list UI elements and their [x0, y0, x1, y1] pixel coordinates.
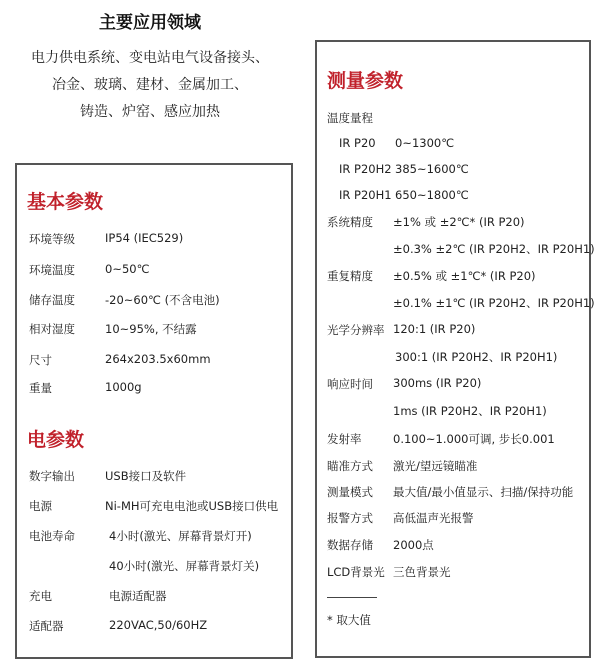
basic-params-box	[15, 163, 293, 659]
measurement-params-box	[315, 40, 595, 658]
param-value: 10~95%, 不结露	[105, 322, 197, 336]
measurement-params-title: 测量参数	[327, 70, 404, 92]
range-value: 650~1800℃	[395, 188, 469, 202]
param-label: 数字输出	[29, 469, 75, 483]
param-value: 120:1 (IR P20)	[393, 322, 476, 336]
param-value: 高低温声光报警	[393, 511, 474, 525]
param-label: 报警方式	[327, 511, 373, 525]
param-label: 瞄准方式	[327, 459, 373, 473]
param-label: 环境等级	[29, 232, 75, 246]
param-value: 电源适配器	[109, 589, 167, 603]
range-value: 0~1300℃	[395, 136, 455, 150]
param-value: 1000g	[105, 380, 142, 394]
param-label: 充电	[29, 589, 52, 603]
param-value: 激光/望远镜瞄准	[393, 459, 478, 473]
param-value: 220VAC,50/60HZ	[109, 618, 208, 632]
param-label: 发射率	[327, 432, 362, 446]
param-value: IP54 (IEC529)	[105, 231, 184, 245]
range-model: IR P20H1	[339, 188, 392, 202]
applications-line: 铸造、炉窑、感应加热	[80, 104, 220, 120]
applications-line: 电力供电系统、变电站电气设备接头、	[31, 50, 269, 66]
param-label: 电池寿命	[29, 529, 75, 543]
range-model: IR P20H2	[339, 162, 392, 176]
param-value: ±0.3% ±2℃ (IR P20H2、IR P20H1)	[393, 242, 595, 256]
applications-section	[0, 8, 300, 126]
param-value: 最大值/最小值显示、扫描/保持功能	[393, 485, 574, 499]
electrical-params-title: 电参数	[27, 429, 85, 451]
param-value: 1ms (IR P20H2、IR P20H1)	[393, 404, 547, 418]
param-value: 40小时(激光、屏幕背景灯关)	[109, 559, 260, 573]
param-label: 光学分辨率	[327, 323, 385, 337]
param-label: 数据存储	[327, 538, 373, 552]
footnote: * 取大值	[327, 613, 371, 627]
param-value: ±1% 或 ±2℃* (IR P20)	[393, 215, 525, 229]
param-value: 300ms (IR P20)	[393, 376, 482, 390]
param-label: 环境温度	[29, 263, 75, 277]
param-label: 电源	[29, 499, 52, 513]
param-label: 重复精度	[327, 269, 373, 283]
param-value: 300:1 (IR P20H2、IR P20H1)	[395, 350, 558, 364]
param-label: 响应时间	[327, 377, 373, 391]
param-value: USB接口及软件	[105, 469, 187, 483]
param-value: ±0.5% 或 ±1℃* (IR P20)	[393, 269, 536, 283]
applications-title: 主要应用领域	[99, 13, 201, 33]
param-label: 尺寸	[29, 353, 52, 367]
range-model: IR P20	[339, 136, 376, 150]
applications-line: 冶金、玻璃、建材、金属加工、	[52, 77, 248, 93]
param-label: LCD背景光	[327, 565, 385, 579]
param-value: 264x203.5x60mm	[105, 352, 211, 366]
param-value: 2000点	[393, 538, 434, 552]
basic-params-title: 基本参数	[27, 191, 104, 213]
param-value: ±0.1% ±1℃ (IR P20H2、IR P20H1)	[393, 296, 595, 310]
param-value: -20~60℃ (不含电池)	[105, 293, 220, 307]
param-label: 适配器	[29, 619, 64, 633]
range-label: 温度量程	[327, 111, 373, 125]
param-value: 三色背景光	[393, 565, 451, 579]
param-value: 4小时(激光、屏幕背景灯开)	[109, 529, 252, 543]
param-value: 0.100~1.000可调, 步长0.001	[393, 432, 555, 446]
param-label: 储存温度	[29, 293, 75, 307]
param-label: 测量模式	[327, 485, 373, 499]
param-value: Ni-MH可充电电池或USB接口供电	[105, 499, 279, 513]
param-label: 相对湿度	[29, 322, 75, 336]
range-value: 385~1600℃	[395, 162, 469, 176]
param-value: 0~50℃	[105, 262, 150, 276]
param-label: 重量	[29, 381, 52, 395]
footnote-divider	[327, 597, 377, 598]
param-label: 系统精度	[327, 215, 373, 229]
